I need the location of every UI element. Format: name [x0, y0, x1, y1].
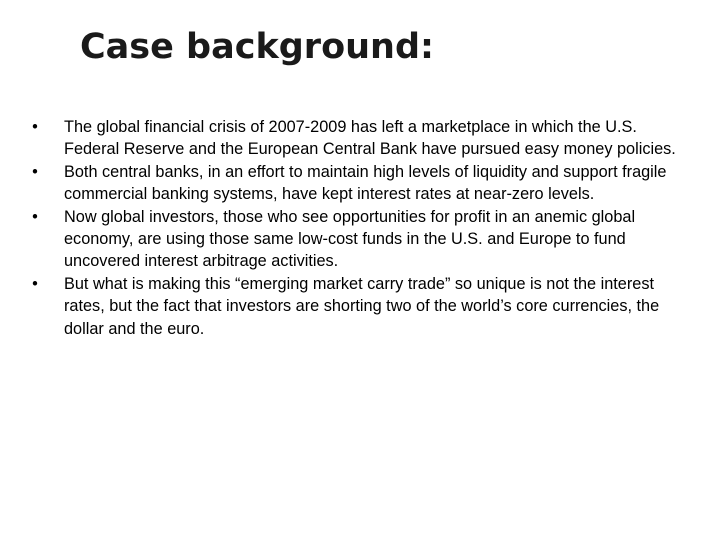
bullet-text: But what is making this “emerging market carry trade” so unique is not the interest rates, but the fact that investors are shorting two of the world’s core currencies, the dollar and the euro. — [64, 274, 660, 338]
bullet-list — [28, 116, 688, 340]
bullet-text: The global financial crisis of 2007-2009 has left a marketplace in which the U.S. Federal Reserve and the European Central Bank have pursued easy money policies. — [64, 118, 676, 159]
bullet-icon: • — [32, 207, 38, 226]
bullet-text: Both central banks, in an effort to maintain high levels of liquidity and support fragile commercial banking systems, have kept interest rates at near-zero levels. — [64, 162, 667, 204]
bullet-item — [28, 206, 688, 273]
bullet-text: Now global investors, those who see opportunities for profit in an anemic global economy, are using those same low-cost funds in the U.S. and Europe to fund uncovered interest arbitrage activities. — [64, 207, 636, 271]
bullet-item — [28, 273, 688, 340]
bullet-icon: • — [32, 274, 38, 293]
bullet-item — [28, 116, 688, 161]
bullet-icon: • — [32, 118, 38, 136]
bullet-icon: • — [32, 162, 38, 181]
slide-title: Case background: — [80, 27, 434, 67]
bullet-item — [28, 161, 688, 206]
